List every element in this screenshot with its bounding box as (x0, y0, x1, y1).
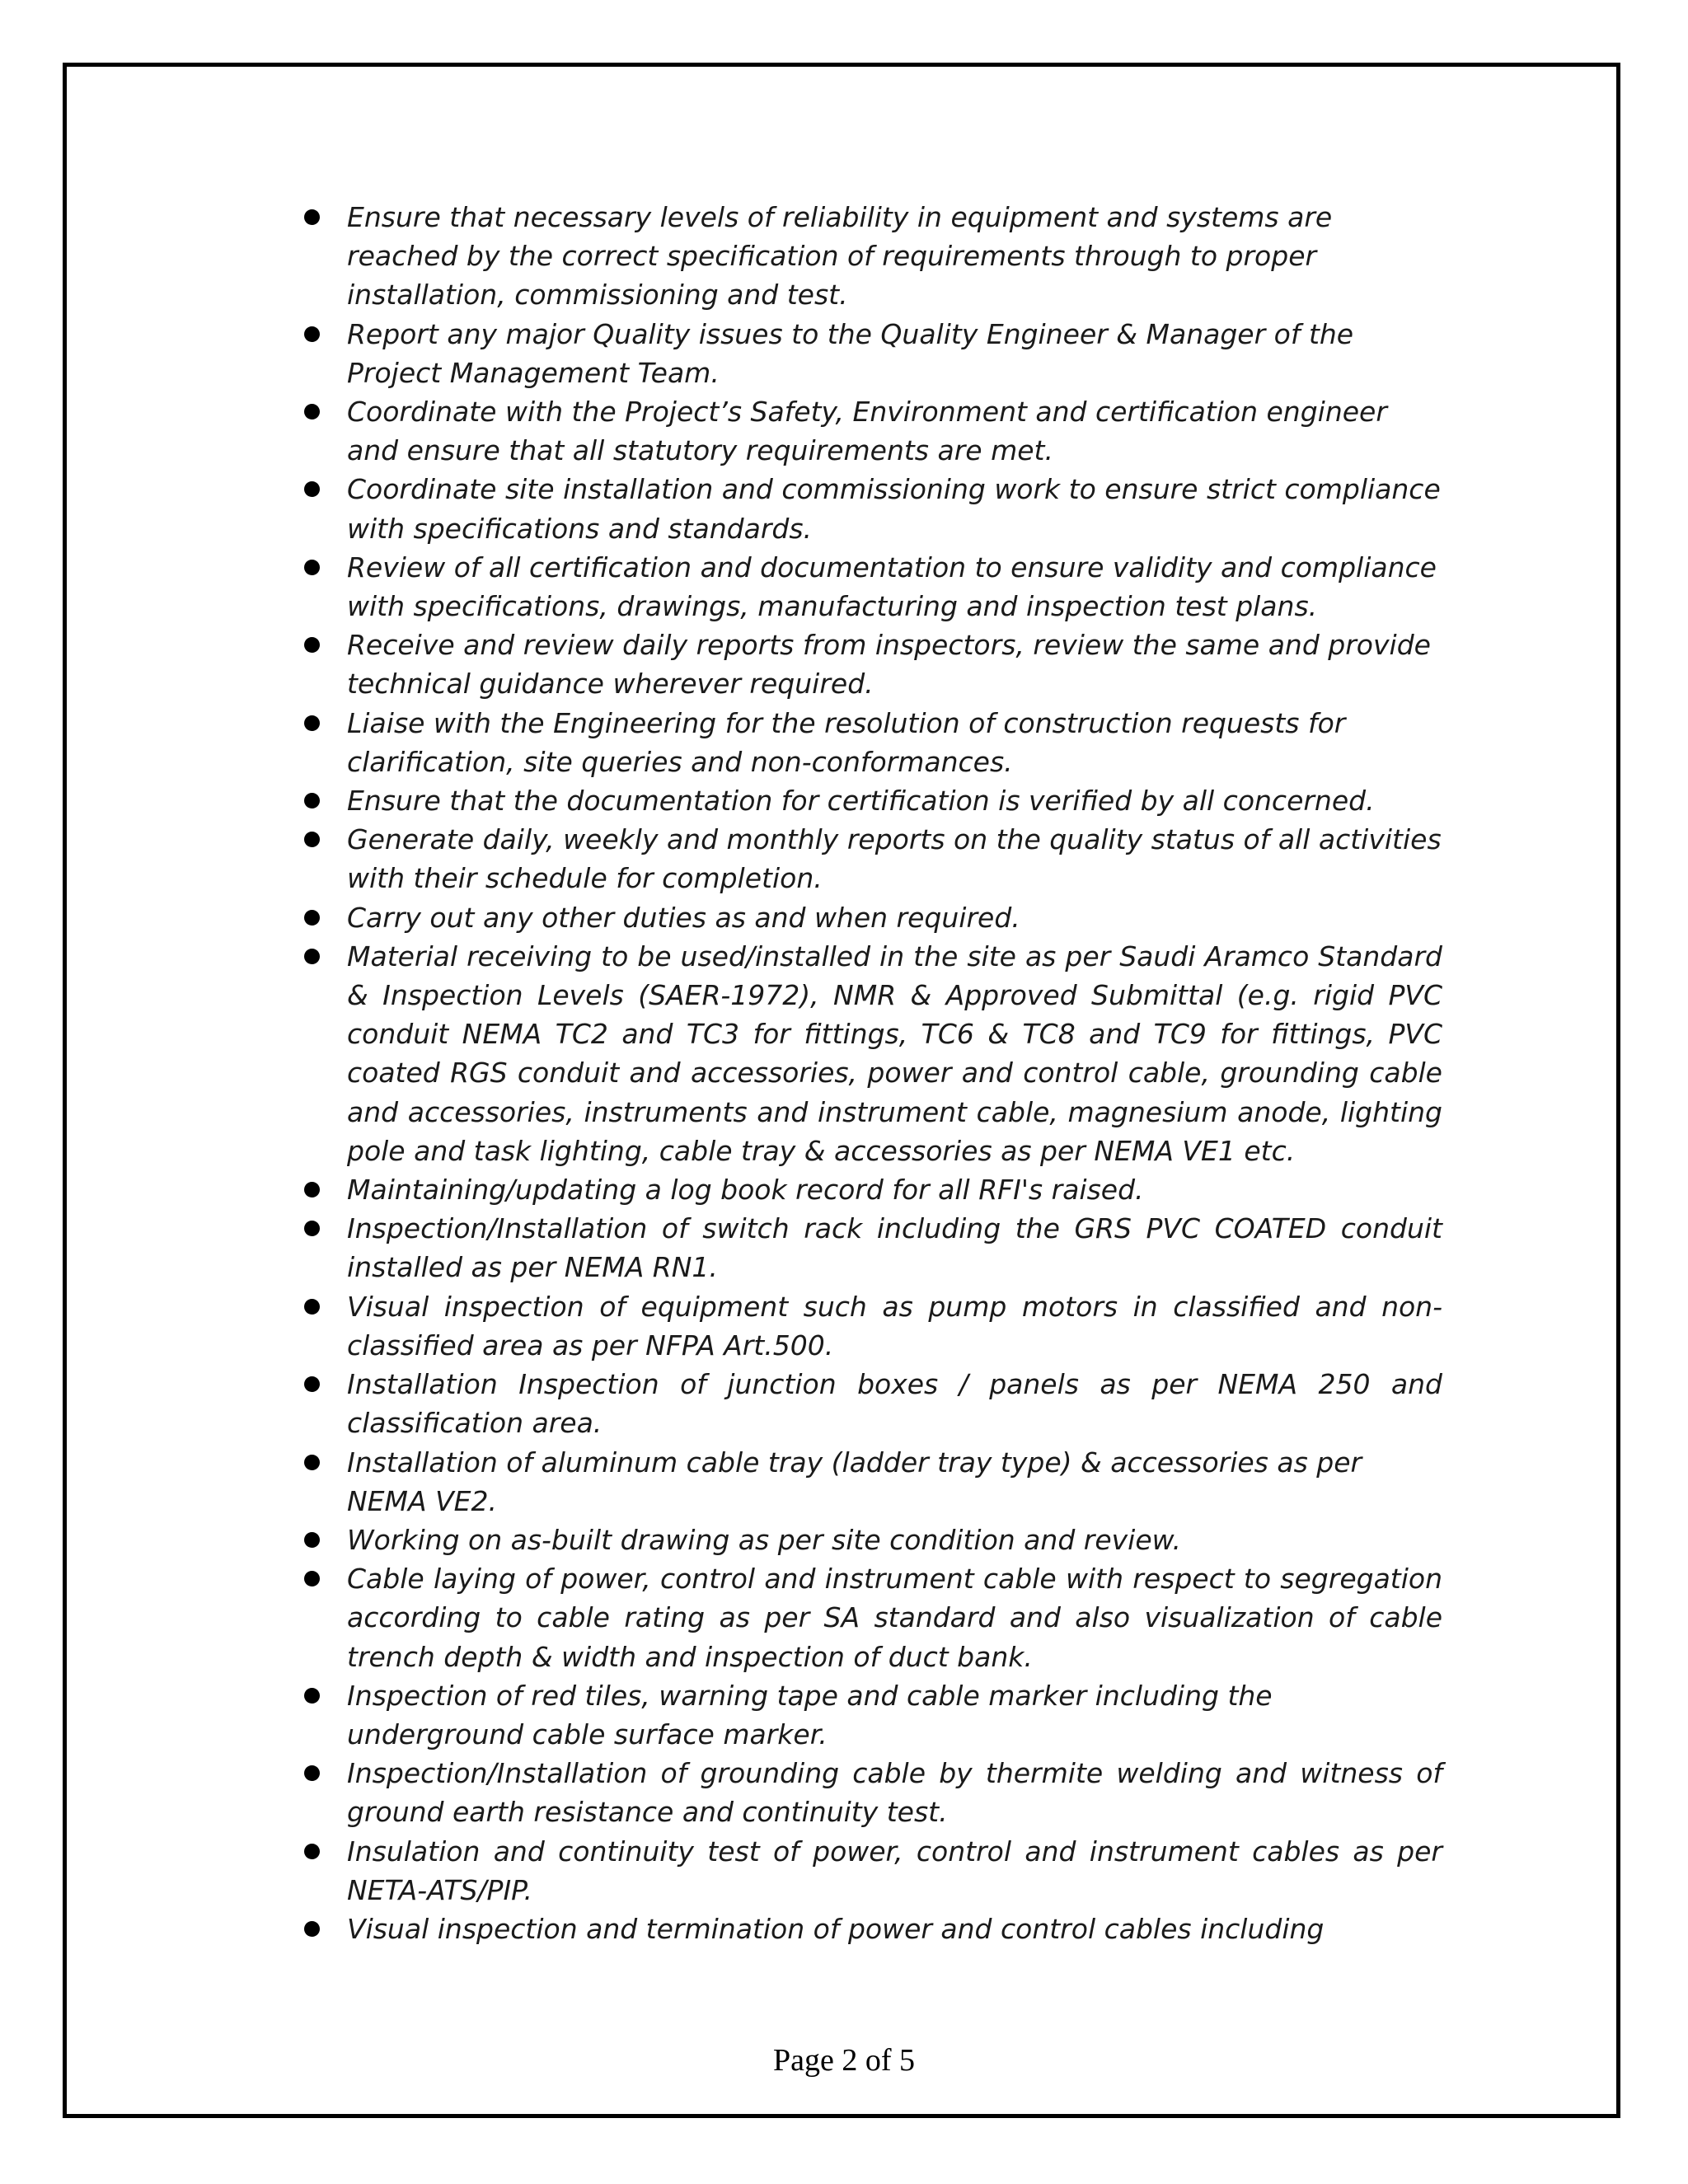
list-item (297, 1559, 1442, 1676)
bullet-icon (304, 481, 320, 497)
list-item-text: Ensure that the documentation for certification is verified by all concerned. (347, 785, 1375, 818)
list-item-text: Ensure that necessary levels of reliability in equipment and systems are reached by the correct specification of requirements through to proper installation, commissioning and test. (347, 201, 1333, 312)
responsibilities-list (297, 198, 1442, 1948)
page-number: Page 2 of 5 (772, 2043, 916, 2078)
bullet-icon (304, 1299, 320, 1315)
list-item-text: Visual inspection of equipment such as pump motors in classified and non-classified area as per NFPA Art.500. (347, 1290, 1442, 1361)
list-item (297, 1754, 1442, 1831)
list-item-text: Insulation and continuity test of power, control and instrument cables as per NETA-ATS/PIP. (347, 1835, 1442, 1906)
list-item (297, 198, 1442, 315)
bullet-icon (304, 1765, 320, 1781)
list-item (297, 781, 1442, 820)
bullet-icon (304, 637, 320, 653)
bullet-icon (304, 1571, 320, 1586)
list-item-text: Coordinate site installation and commissioning work to ensure strict compliance with specifications and standards. (347, 473, 1441, 545)
list-item (297, 1910, 1442, 1948)
list-item-text: Carry out any other duties as and when required. (347, 901, 1020, 934)
bullet-icon (304, 1688, 320, 1704)
list-item-text: Liaise with the Engineering for the resolution of construction requests for clarification, site queries and non-conformances. (347, 706, 1346, 778)
list-item (297, 470, 1442, 547)
list-item (297, 704, 1442, 781)
list-item-text: Cable laying of power, control and instrument cable with respect to segregation according to cable rating as per SA standard and also visualization of cable trench depth & width and inspection of duct bank. (347, 1563, 1442, 1673)
bullet-icon (304, 1455, 320, 1470)
list-item-text: Material receiving to be used/installed in the site as per Saudi Aramco Standard & Inspection Levels (SAER-1972), NMR & Approved Submittal (e.g. rigid PVC conduit NEMA TC2 and TC3 for fittings, TC6 & TC8 and TC9 for fittings, PVC coated RGS conduit and accessories, power and control cable, grounding cable and accessories, instruments and instrument cable, magnesium anode, lighting pole and task lighting, cable tray & accessories as per NEMA VE1 etc. (347, 940, 1442, 1167)
list-item (297, 1365, 1442, 1442)
list-item (297, 548, 1442, 626)
list-item (297, 820, 1442, 898)
list-item-text: Receive and review daily reports from inspectors, review the same and provide technical guidance wherever required. (347, 629, 1431, 701)
list-item (297, 626, 1442, 703)
list-item-text: Coordinate with the Project’s Safety, Environment and certification engineer and ensure that all statutory requirements are met. (347, 396, 1387, 467)
bullet-icon (304, 1921, 320, 1937)
list-item (297, 1521, 1442, 1559)
list-item (297, 1832, 1442, 1910)
list-item-text: Inspection/Installation of switch rack including the GRS PVC COATED conduit installed as per NEMA RN1. (347, 1212, 1442, 1284)
bullet-icon (304, 832, 320, 847)
bullet-icon (304, 560, 320, 575)
list-item (297, 1209, 1442, 1286)
bullet-icon (304, 1532, 320, 1548)
bullet-icon (304, 949, 320, 964)
list-item-text: Visual inspection and termination of power and control cables including (347, 1912, 1325, 1945)
bullet-icon (304, 715, 320, 731)
bullet-icon (304, 209, 320, 225)
bullet-icon (304, 910, 320, 926)
bullet-icon (304, 793, 320, 808)
list-item (297, 1170, 1442, 1209)
list-item (297, 315, 1442, 392)
list-item-text: Maintaining/updating a log book record for all RFI's raised. (347, 1174, 1144, 1207)
list-item-text: Working on as-built drawing as per site condition and review. (347, 1523, 1181, 1556)
list-item-text: Inspection/Installation of grounding cable by thermite welding and witness of ground earth resistance and continuity test. (347, 1757, 1442, 1829)
list-item (297, 392, 1442, 470)
list-item-text: Report any major Quality issues to the Quality Engineer & Manager of the Project Management Team. (347, 317, 1354, 389)
bullet-icon (304, 1221, 320, 1236)
list-item (297, 1443, 1442, 1521)
list-item-text: Generate daily, weekly and monthly reports on the quality status of all activities with their schedule for completion. (347, 823, 1442, 895)
list-item-text: Inspection of red tiles, warning tape and cable marker including the underground cable surface marker. (347, 1679, 1273, 1750)
list-item-text: Installation Inspection of junction boxes / panels as per NEMA 250 and classification area. (347, 1368, 1442, 1440)
bullet-icon (304, 1182, 320, 1197)
bullet-icon (304, 1376, 320, 1392)
list-item (297, 1287, 1442, 1365)
list-item-text: Review of all certification and documentation to ensure validity and compliance with specifications, drawings, manufacturing and inspection test plans. (347, 551, 1437, 623)
bullet-icon (304, 404, 320, 419)
list-item (297, 898, 1442, 937)
bullet-icon (304, 1844, 320, 1859)
list-item (297, 937, 1442, 1170)
list-item (297, 1676, 1442, 1754)
list-item-text: Installation of aluminum cable tray (ladder tray type) & accessories as per NEMA VE2. (347, 1446, 1362, 1517)
bullet-icon (304, 326, 320, 342)
